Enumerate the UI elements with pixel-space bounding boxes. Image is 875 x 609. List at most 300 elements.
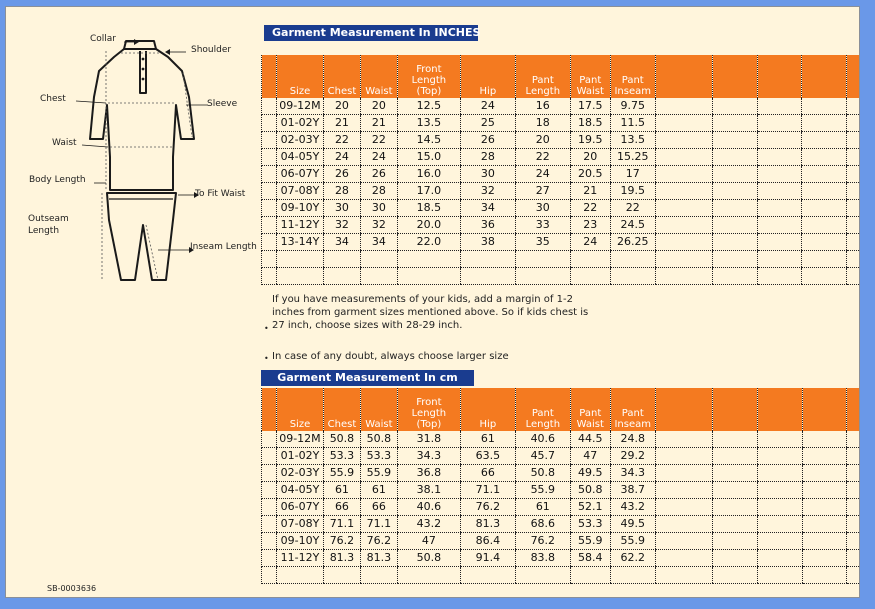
empty-cell: [712, 183, 757, 200]
collar-label: Collar: [90, 34, 117, 44]
measurement-cell: 76.2: [515, 533, 570, 550]
empty-cell: [712, 482, 757, 499]
empty-cell: [802, 183, 847, 200]
table-row: [262, 115, 860, 132]
measurement-cell: 76.2: [323, 533, 360, 550]
header-spacer: [655, 55, 712, 98]
empty-cell: [360, 268, 397, 285]
empty-cell: [847, 251, 859, 268]
measurement-cell: 47: [397, 533, 460, 550]
empty-cell: [655, 98, 712, 115]
empty-cell: [655, 251, 712, 268]
row-spacer: [262, 431, 277, 448]
table-row: [262, 448, 860, 465]
measurement-cell: 24: [515, 166, 570, 183]
cm-table-title: Garment Measurement In cm: [261, 370, 474, 386]
measurement-cell: 24.5: [610, 217, 655, 234]
empty-cell: [847, 217, 859, 234]
measurement-cell: 34: [360, 234, 397, 251]
empty-cell: [323, 251, 360, 268]
measurement-cell: 61: [515, 499, 570, 516]
empty-cell: [802, 482, 847, 499]
cm-table: [261, 388, 859, 584]
measurement-cell: 26.25: [610, 234, 655, 251]
empty-cell: [655, 550, 712, 567]
measurement-cell: 49.5: [570, 465, 610, 482]
empty-cell: [757, 166, 802, 183]
empty-cell: [460, 268, 515, 285]
empty-cell: [262, 251, 277, 268]
measurement-cell: 20.0: [397, 217, 460, 234]
measurement-cell: 63.5: [460, 448, 515, 465]
empty-cell: [570, 251, 610, 268]
measurement-cell: 24: [570, 234, 610, 251]
empty-cell: [802, 115, 847, 132]
measurement-cell: 26: [460, 132, 515, 149]
table-row: [262, 431, 860, 448]
measurement-cell: 38.1: [397, 482, 460, 499]
measurement-cell: 55.9: [515, 482, 570, 499]
empty-cell: [757, 132, 802, 149]
row-spacer: [262, 200, 277, 217]
empty-cell: [655, 567, 712, 584]
blank-row: [262, 251, 860, 268]
column-header: Pant Length: [515, 55, 570, 98]
measurement-cell: 81.3: [360, 550, 397, 567]
empty-cell: [712, 251, 757, 268]
empty-cell: [757, 200, 802, 217]
chest-label: Chest: [40, 94, 66, 104]
measurement-cell: 71.1: [323, 516, 360, 533]
measurement-cell: 24.8: [610, 431, 655, 448]
measurement-cell: 35: [515, 234, 570, 251]
size-cell: 01-02Y: [276, 448, 323, 465]
outseam-length-label: Outseam Length: [28, 214, 69, 236]
column-header: Chest: [323, 55, 360, 98]
measurement-cell: 19.5: [570, 132, 610, 149]
measurement-cell: 18.5: [570, 115, 610, 132]
measurement-cell: 55.9: [360, 465, 397, 482]
measurement-cell: 15.25: [610, 149, 655, 166]
empty-cell: [847, 200, 859, 217]
measurement-cell: 68.6: [515, 516, 570, 533]
empty-cell: [655, 234, 712, 251]
row-spacer: [262, 217, 277, 234]
measurement-cell: 29.2: [610, 448, 655, 465]
column-header: Size: [276, 388, 323, 431]
header-spacer: [847, 388, 859, 431]
empty-cell: [757, 516, 802, 533]
measurement-cell: 23: [570, 217, 610, 234]
measurement-cell: 24: [323, 149, 360, 166]
empty-cell: [847, 567, 859, 584]
size-cell: 06-07Y: [276, 166, 323, 183]
empty-cell: [276, 268, 323, 285]
column-header: Hip: [460, 55, 515, 98]
empty-cell: [802, 149, 847, 166]
empty-cell: [802, 234, 847, 251]
measurement-cell: 26: [323, 166, 360, 183]
empty-cell: [570, 268, 610, 285]
measurement-cell: 20: [323, 98, 360, 115]
measurement-cell: 30: [515, 200, 570, 217]
empty-cell: [802, 98, 847, 115]
size-cell: 04-05Y: [276, 482, 323, 499]
empty-cell: [757, 98, 802, 115]
table-row: [262, 533, 860, 550]
table-row: [262, 98, 860, 115]
row-spacer: [262, 482, 277, 499]
measurement-cell: 44.5: [570, 431, 610, 448]
empty-cell: [802, 567, 847, 584]
empty-cell: [610, 567, 655, 584]
empty-cell: [712, 465, 757, 482]
empty-cell: [802, 166, 847, 183]
empty-cell: [712, 132, 757, 149]
empty-cell: [323, 268, 360, 285]
measurement-cell: 16.0: [397, 166, 460, 183]
measurement-cell: 34: [460, 200, 515, 217]
measurement-cell: 18.5: [397, 200, 460, 217]
row-spacer: [262, 98, 277, 115]
measurement-cell: 30: [360, 200, 397, 217]
empty-cell: [712, 516, 757, 533]
measurement-cell: 22: [610, 200, 655, 217]
inches-table: [261, 55, 859, 285]
empty-cell: [757, 567, 802, 584]
measurement-cell: 20.5: [570, 166, 610, 183]
empty-cell: [802, 132, 847, 149]
empty-cell: [655, 200, 712, 217]
empty-cell: [712, 234, 757, 251]
measurement-cell: 55.9: [570, 533, 610, 550]
measurement-cell: 53.3: [323, 448, 360, 465]
column-header: Hip: [460, 388, 515, 431]
measurement-cell: 28: [460, 149, 515, 166]
empty-cell: [802, 200, 847, 217]
size-cell: 02-03Y: [276, 132, 323, 149]
measurement-cell: 28: [323, 183, 360, 200]
row-spacer: [262, 183, 277, 200]
empty-cell: [397, 268, 460, 285]
measurement-cell: 34.3: [610, 465, 655, 482]
empty-cell: [655, 431, 712, 448]
measurement-cell: 83.8: [515, 550, 570, 567]
shoulder-label: Shoulder: [191, 45, 232, 55]
note-margin: • If you have measurements of your kids, add a margin of 1-2 inches from garment sizes mentioned above. So if kids chest is 27 inch, choose sizes with 28-29 inch.: [264, 294, 589, 333]
measurement-cell: 71.1: [360, 516, 397, 533]
table-row: [262, 482, 860, 499]
empty-cell: [610, 268, 655, 285]
measurement-cell: 33: [515, 217, 570, 234]
empty-cell: [712, 550, 757, 567]
column-header: Pant Length: [515, 388, 570, 431]
body-length-label: Body Length: [29, 175, 86, 185]
measurement-cell: 21: [323, 115, 360, 132]
empty-cell: [655, 268, 712, 285]
empty-cell: [847, 550, 859, 567]
empty-cell: [610, 251, 655, 268]
measurement-cell: 18: [515, 115, 570, 132]
column-header: Front Length (Top): [397, 55, 460, 98]
measurement-cell: 66: [360, 499, 397, 516]
measurement-cell: 19.5: [610, 183, 655, 200]
empty-cell: [757, 234, 802, 251]
note-larger-size: • In case of any doubt, always choose larger size: [264, 351, 509, 363]
empty-cell: [802, 431, 847, 448]
measurement-cell: 20: [360, 98, 397, 115]
header-spacer: [655, 388, 712, 431]
empty-cell: [802, 268, 847, 285]
empty-cell: [515, 268, 570, 285]
empty-cell: [712, 499, 757, 516]
measurement-cell: 22: [515, 149, 570, 166]
table-row: [262, 149, 860, 166]
empty-cell: [757, 115, 802, 132]
column-header: Chest: [323, 388, 360, 431]
inseam-length-label: Inseam Length: [190, 242, 257, 252]
header-spacer: [712, 388, 757, 431]
measurement-cell: 22: [360, 132, 397, 149]
measurement-cell: 21: [360, 115, 397, 132]
empty-cell: [802, 550, 847, 567]
empty-cell: [655, 499, 712, 516]
column-header: Pant Waist: [570, 55, 610, 98]
empty-cell: [276, 567, 323, 584]
empty-cell: [847, 465, 859, 482]
empty-cell: [757, 217, 802, 234]
empty-cell: [460, 567, 515, 584]
empty-cell: [262, 268, 277, 285]
measurement-cell: 22.0: [397, 234, 460, 251]
measurement-cell: 32: [360, 217, 397, 234]
header-spacer: [757, 55, 802, 98]
measurement-cell: 62.2: [610, 550, 655, 567]
size-cell: 13-14Y: [276, 234, 323, 251]
measurement-cell: 20: [570, 149, 610, 166]
row-spacer: [262, 234, 277, 251]
measurement-cell: 81.3: [460, 516, 515, 533]
header-spacer: [802, 55, 847, 98]
size-cell: 09-10Y: [276, 200, 323, 217]
measurement-cell: 52.1: [570, 499, 610, 516]
row-spacer: [262, 499, 277, 516]
measurement-cell: 25: [460, 115, 515, 132]
row-spacer: [262, 533, 277, 550]
header-spacer: [847, 55, 859, 98]
measurement-cell: 30: [460, 166, 515, 183]
empty-cell: [847, 268, 859, 285]
empty-cell: [847, 166, 859, 183]
empty-cell: [847, 482, 859, 499]
empty-cell: [712, 533, 757, 550]
measurement-cell: 16: [515, 98, 570, 115]
size-cell: 04-05Y: [276, 149, 323, 166]
empty-cell: [712, 149, 757, 166]
size-cell: 02-03Y: [276, 465, 323, 482]
empty-cell: [847, 132, 859, 149]
table-row: [262, 499, 860, 516]
measurement-cell: 34.3: [397, 448, 460, 465]
empty-cell: [757, 533, 802, 550]
measurement-cell: 36.8: [397, 465, 460, 482]
empty-cell: [847, 234, 859, 251]
measurement-cell: 30: [323, 200, 360, 217]
table-row: [262, 550, 860, 567]
empty-cell: [757, 268, 802, 285]
row-spacer: [262, 132, 277, 149]
empty-cell: [655, 166, 712, 183]
empty-cell: [655, 465, 712, 482]
empty-cell: [515, 251, 570, 268]
measurement-cell: 27: [515, 183, 570, 200]
empty-cell: [655, 132, 712, 149]
row-spacer: [262, 550, 277, 567]
empty-cell: [802, 251, 847, 268]
empty-cell: [757, 183, 802, 200]
empty-cell: [397, 251, 460, 268]
measurement-cell: 11.5: [610, 115, 655, 132]
empty-cell: [360, 567, 397, 584]
row-spacer: [262, 516, 277, 533]
product-code: SB-0003636: [47, 584, 97, 593]
row-spacer: [262, 115, 277, 132]
measurement-cell: 49.5: [610, 516, 655, 533]
size-chart-sheet: [5, 6, 860, 598]
header-spacer: [262, 388, 277, 431]
measurement-cell: 47: [570, 448, 610, 465]
measurement-cell: 28: [360, 183, 397, 200]
measurement-cell: 22: [323, 132, 360, 149]
empty-cell: [757, 482, 802, 499]
size-cell: 06-07Y: [276, 499, 323, 516]
measurement-cell: 34: [323, 234, 360, 251]
empty-cell: [655, 217, 712, 234]
measurement-cell: 55.9: [323, 465, 360, 482]
row-spacer: [262, 448, 277, 465]
size-cell: 09-10Y: [276, 533, 323, 550]
row-spacer: [262, 166, 277, 183]
empty-cell: [712, 166, 757, 183]
empty-cell: [712, 448, 757, 465]
empty-cell: [847, 98, 859, 115]
measurement-cell: 40.6: [515, 431, 570, 448]
sleeve-label: Sleeve: [207, 99, 238, 109]
measurement-cell: 43.2: [397, 516, 460, 533]
empty-cell: [276, 251, 323, 268]
table-row: [262, 166, 860, 183]
empty-cell: [757, 448, 802, 465]
size-cell: 09-12M: [276, 98, 323, 115]
empty-cell: [323, 567, 360, 584]
empty-cell: [460, 251, 515, 268]
measurement-cell: 32: [323, 217, 360, 234]
empty-cell: [847, 183, 859, 200]
header-spacer: [757, 388, 802, 431]
empty-cell: [570, 567, 610, 584]
empty-cell: [847, 149, 859, 166]
blank-row: [262, 268, 860, 285]
table-row: [262, 183, 860, 200]
table-row: [262, 132, 860, 149]
inches-table-title: Garment Measurement In INCHES: [264, 25, 478, 41]
empty-cell: [847, 533, 859, 550]
empty-cell: [802, 448, 847, 465]
measurement-cell: 14.5: [397, 132, 460, 149]
empty-cell: [802, 533, 847, 550]
measurement-cell: 45.7: [515, 448, 570, 465]
measurement-cell: 61: [460, 431, 515, 448]
measurement-cell: 21: [570, 183, 610, 200]
measurement-cell: 66: [323, 499, 360, 516]
measurement-cell: 91.4: [460, 550, 515, 567]
measurement-cell: 38: [460, 234, 515, 251]
empty-cell: [655, 516, 712, 533]
column-header: Front Length (Top): [397, 388, 460, 431]
blank-row: [262, 567, 860, 584]
measurement-cell: 17.0: [397, 183, 460, 200]
measurement-cell: 50.8: [515, 465, 570, 482]
measurement-cell: 13.5: [397, 115, 460, 132]
measurement-cell: 38.7: [610, 482, 655, 499]
size-cell: 01-02Y: [276, 115, 323, 132]
measurement-cell: 81.3: [323, 550, 360, 567]
measurement-cell: 86.4: [460, 533, 515, 550]
table-row: [262, 200, 860, 217]
empty-cell: [757, 149, 802, 166]
measurement-cell: 17.5: [570, 98, 610, 115]
size-cell: 11-12Y: [276, 550, 323, 567]
empty-cell: [712, 567, 757, 584]
empty-cell: [802, 499, 847, 516]
measurement-cell: 50.8: [570, 482, 610, 499]
empty-cell: [655, 183, 712, 200]
empty-cell: [847, 448, 859, 465]
empty-cell: [757, 499, 802, 516]
empty-cell: [847, 431, 859, 448]
empty-cell: [757, 550, 802, 567]
empty-cell: [802, 217, 847, 234]
size-cell: 11-12Y: [276, 217, 323, 234]
size-cell: 09-12M: [276, 431, 323, 448]
measurement-cell: 61: [360, 482, 397, 499]
table-row: [262, 465, 860, 482]
row-spacer: [262, 465, 277, 482]
measurement-cell: 26: [360, 166, 397, 183]
measurement-cell: 31.8: [397, 431, 460, 448]
column-header: Pant Inseam: [610, 55, 655, 98]
table-row: [262, 234, 860, 251]
empty-cell: [655, 149, 712, 166]
measurement-cell: 20: [515, 132, 570, 149]
empty-cell: [847, 115, 859, 132]
empty-cell: [655, 533, 712, 550]
header-spacer: [712, 55, 757, 98]
measurement-cell: 58.4: [570, 550, 610, 567]
column-header: Pant Waist: [570, 388, 610, 431]
waist-label: Waist: [52, 138, 77, 148]
empty-cell: [712, 268, 757, 285]
column-header: Pant Inseam: [610, 388, 655, 431]
measurement-cell: 71.1: [460, 482, 515, 499]
measurement-cell: 50.8: [397, 550, 460, 567]
size-cell: 07-08Y: [276, 516, 323, 533]
empty-cell: [655, 115, 712, 132]
empty-cell: [360, 251, 397, 268]
row-spacer: [262, 149, 277, 166]
measurement-cell: 12.5: [397, 98, 460, 115]
bullet-icon: •: [264, 354, 269, 363]
